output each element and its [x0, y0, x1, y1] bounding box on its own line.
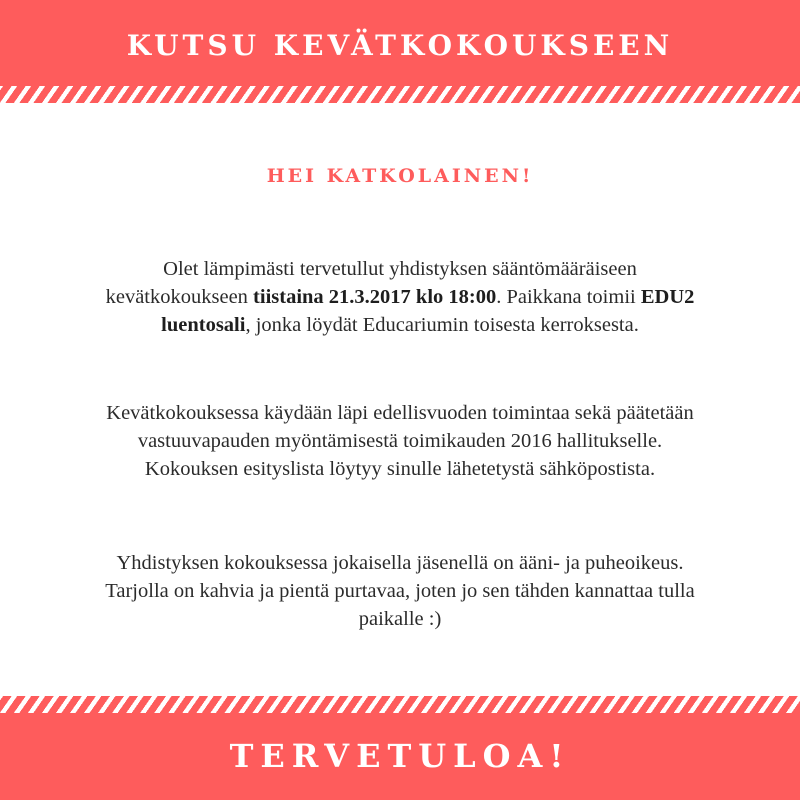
header-title: KUTSU KEVÄTKOKOUKSEEN — [126, 29, 674, 62]
paragraph-agenda: Kevätkokouksessa käydään läpi edellisvuoden toimintaa sekä päätetään vastuuvapauden myöntämisestä toimikauden 2016 hallitukselle. Kokouksen esityslista löytyy sinulle lähetetystä sähköpostista. — [106, 402, 694, 480]
p1-text-1: Olet lämpimästi tervetullut yhdistyksen sääntömääräiseen kevätkokoukseen — [105, 258, 637, 308]
paragraph-meeting-details — [100, 255, 700, 339]
greeting-heading: HEI KATKOLAINEN! — [266, 165, 534, 187]
footer-stripe-divider — [0, 696, 800, 713]
paragraph-voting-refreshments: Yhdistyksen kokouksessa jokaisella jäsenellä on ääni- ja puheoikeus. Tarjolla on kahvia ja pientä purtavaa, joten jo sen tähden kannattaa tulla paikalle :) — [105, 552, 695, 630]
meeting-datetime: tiistaina 21.3.2017 klo 18:00 — [253, 286, 497, 308]
p1-text-2: . Paikkana toimii — [496, 286, 641, 308]
meeting-location: EDU2 luentosali — [161, 286, 695, 336]
p1-text-3: , jonka löydät Educariumin toisesta kerroksesta. — [245, 314, 639, 336]
header-stripe-divider — [0, 86, 800, 103]
footer-title: TERVETULOA! — [229, 737, 571, 775]
